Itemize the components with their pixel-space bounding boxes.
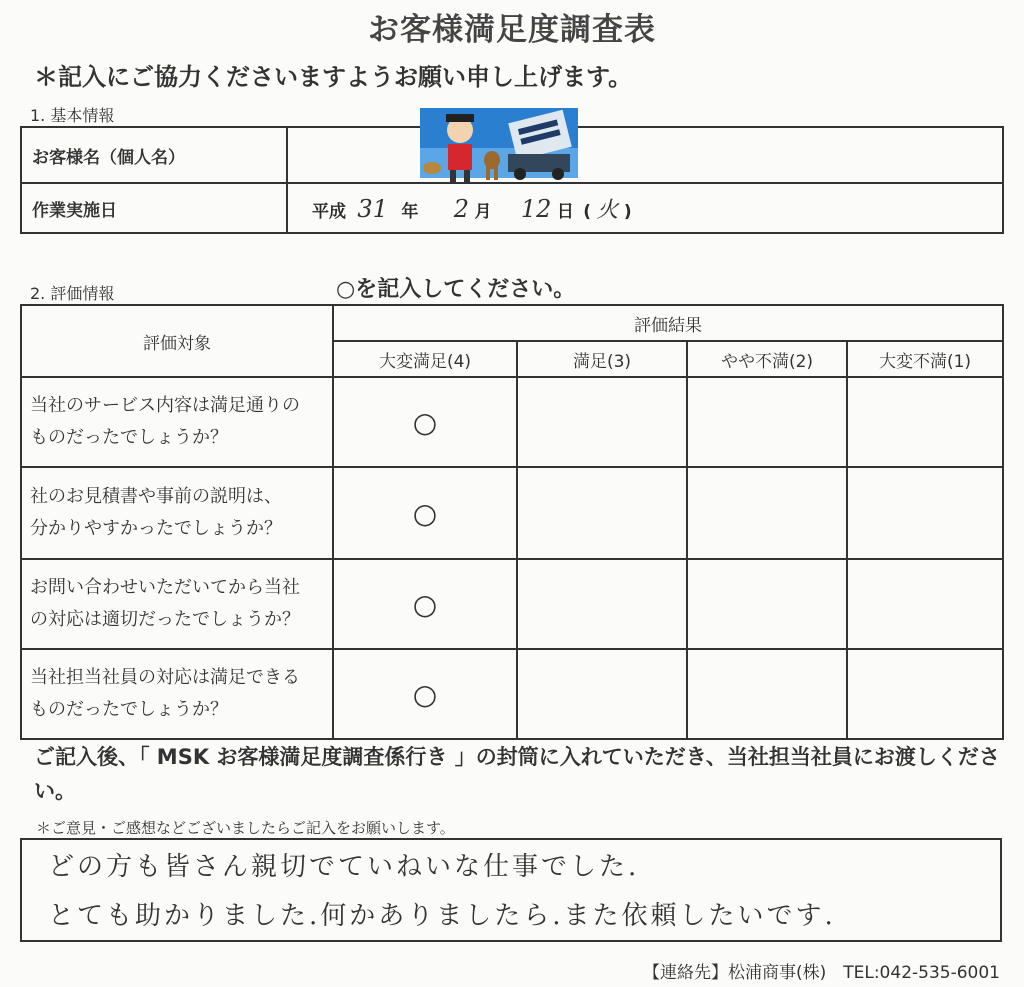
rating-cell-2[interactable] [687,377,847,467]
question-line: の対応は適切だったでしょうか？ [30,609,300,630]
year-unit: 年 [401,201,419,222]
weekday-value: 火 [596,197,619,223]
question-line: 分かりやすかったでしょうか？ [30,518,282,539]
evaluation-table [20,304,1004,740]
rating-cell-4[interactable] [333,559,517,649]
era-label: 平成 [312,201,346,222]
question-line: ものだったでしょうか？ [30,427,228,448]
rating-cell-4[interactable] [333,377,517,467]
rating-cell-4[interactable] [333,649,517,739]
year-value: 31 [357,194,388,223]
rating-cell-1[interactable] [847,649,1003,739]
question-row [21,467,1003,559]
question-row [21,559,1003,649]
request-text: ＊記入にご協力くださいますようお願い申し上げます。 [34,63,633,91]
day-value: 12 [520,194,552,223]
question-line: ものだったでしょうか？ [30,699,228,720]
rating-cell-2[interactable] [687,467,847,559]
column-header: やや不満(2) [687,341,847,377]
rating-cell-2[interactable] [687,559,847,649]
question-line: 当社のサービス内容は満足通りの [30,395,300,416]
question-text [21,559,333,649]
column-header: 大変不満(1) [847,341,1003,377]
work-date-label: 作業実施日 [21,183,287,233]
circle-mark: ○ [412,496,438,530]
rating-cell-3[interactable] [517,377,687,467]
result-header: 評価結果 [333,305,1003,341]
weekday-close: ) [623,201,632,222]
question-row [21,377,1003,467]
rating-cell-1[interactable] [847,467,1003,559]
question-text [21,377,333,467]
question-row [21,649,1003,739]
comment-note: ＊ご意見・ご感想などございましたらご記入をお願いします。 [36,819,455,837]
evaluation-heading: 2. 評価情報 [30,284,115,303]
circle-mark: ○ [412,587,438,621]
target-header: 評価対象 [21,305,333,377]
comment-line-2: とても助かりました.何かありましたら.また依頼したいです. [48,901,836,931]
company-mascot-sticker [420,108,578,186]
circle-mark: ○ [412,405,438,439]
question-line: 社のお見積書や事前の説明は、 [30,486,282,507]
customer-name-field[interactable] [287,127,1003,183]
circle-mark: ○ [412,677,438,711]
rating-cell-3[interactable] [517,649,687,739]
rating-cell-1[interactable] [847,559,1003,649]
day-unit: 日 [556,201,574,222]
customer-name-label: お客様名（個人名） [21,127,287,183]
question-line: 当社担当社員の対応は満足できる [30,667,300,688]
column-header: 満足(3) [517,341,687,377]
column-header: 大変満足(4) [333,341,517,377]
rating-cell-3[interactable] [517,467,687,559]
work-date-field[interactable] [287,183,1003,233]
weekday-open: ( [583,201,591,222]
evaluation-instruction: ○を記入してください。 [336,277,576,302]
rating-cell-1[interactable] [847,377,1003,467]
month-unit: 月 [474,201,492,222]
rating-cell-3[interactable] [517,559,687,649]
page-title: お客様満足度調査表 [368,12,656,48]
basic-info-heading: 1. 基本情報 [30,106,115,125]
month-value: 2 [453,194,470,223]
question-text [21,467,333,559]
question-line: お問い合わせいただいてから当社 [30,577,300,598]
question-text [21,649,333,739]
submission-instructions: ご記入後、「 MSK お客様満足度調査係行き 」の封筒に入れていただき、当社担当社員にお渡しください。 [34,745,1000,803]
rating-cell-4[interactable] [333,467,517,559]
rating-cell-2[interactable] [687,649,847,739]
contact-info: 【連絡先】松浦商事(株) TEL:042-535-6001 [642,963,1000,983]
comment-line-1: どの方も皆さん親切でていねいな仕事でした. [48,852,640,882]
